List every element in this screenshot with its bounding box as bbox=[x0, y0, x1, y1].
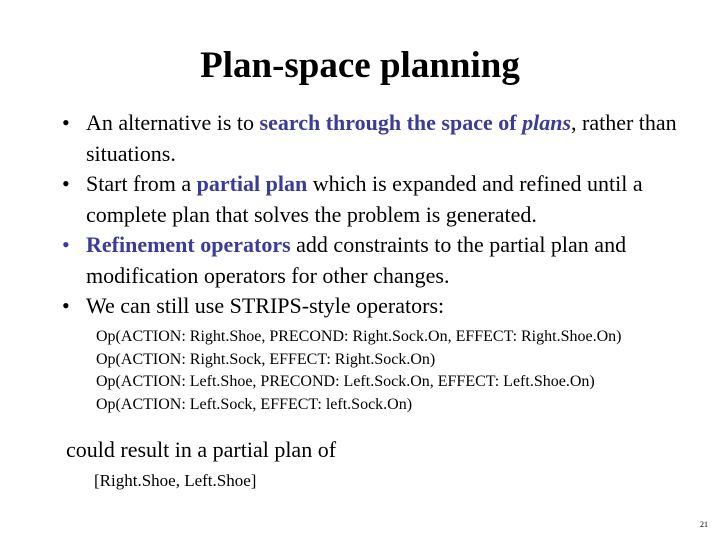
operator-list bbox=[96, 326, 716, 416]
bullet-text: , rather than situations. bbox=[86, 110, 677, 166]
bullet-list bbox=[62, 108, 702, 322]
result-text: could result in a partial plan of bbox=[66, 437, 337, 462]
highlight-text: plans bbox=[522, 110, 572, 135]
operator-line: Op(ACTION: Left.Shoe, PRECOND: Left.Sock.On, EFFECT: Left.Shoe.On) bbox=[96, 373, 595, 390]
page-number: 21 bbox=[700, 520, 708, 529]
bullet-icon: • bbox=[62, 232, 70, 257]
bullet-text: Start from a bbox=[86, 171, 197, 196]
bullet-item bbox=[62, 108, 702, 169]
operator-line: Op(ACTION: Left.Sock, EFFECT: left.Sock.On) bbox=[96, 395, 413, 413]
bullet-icon: • bbox=[62, 293, 70, 318]
highlight-text: Refinement operators bbox=[86, 232, 291, 257]
highlight-text: partial plan bbox=[196, 171, 308, 196]
bullet-item bbox=[62, 291, 702, 322]
slide-title: Plan-space planning bbox=[200, 45, 520, 86]
bullet-text: An alternative is to bbox=[86, 110, 260, 135]
bullet-text: We can still use STRIPS-style operators: bbox=[86, 293, 445, 318]
operator-line: Op(ACTION: Right.Sock, EFFECT: Right.Sock.On) bbox=[96, 350, 436, 368]
bullet-icon: • bbox=[62, 171, 70, 196]
bullet-text: which is expanded and refined until a complete plan that solves the problem is generated. bbox=[86, 171, 643, 227]
bullet-text: add constraints to the partial plan and modification operators for other changes. bbox=[86, 232, 627, 288]
bullet-item bbox=[62, 169, 702, 230]
operator-line: Op(ACTION: Right.Shoe, PRECOND: Right.Sock.On, EFFECT: Right.Shoe.On) bbox=[96, 328, 622, 345]
plan-text: [Right.Shoe, Left.Shoe] bbox=[94, 471, 257, 490]
bullet-item bbox=[62, 230, 702, 291]
bullet-icon: • bbox=[62, 110, 70, 135]
highlight-text: search through the space of bbox=[259, 110, 523, 135]
